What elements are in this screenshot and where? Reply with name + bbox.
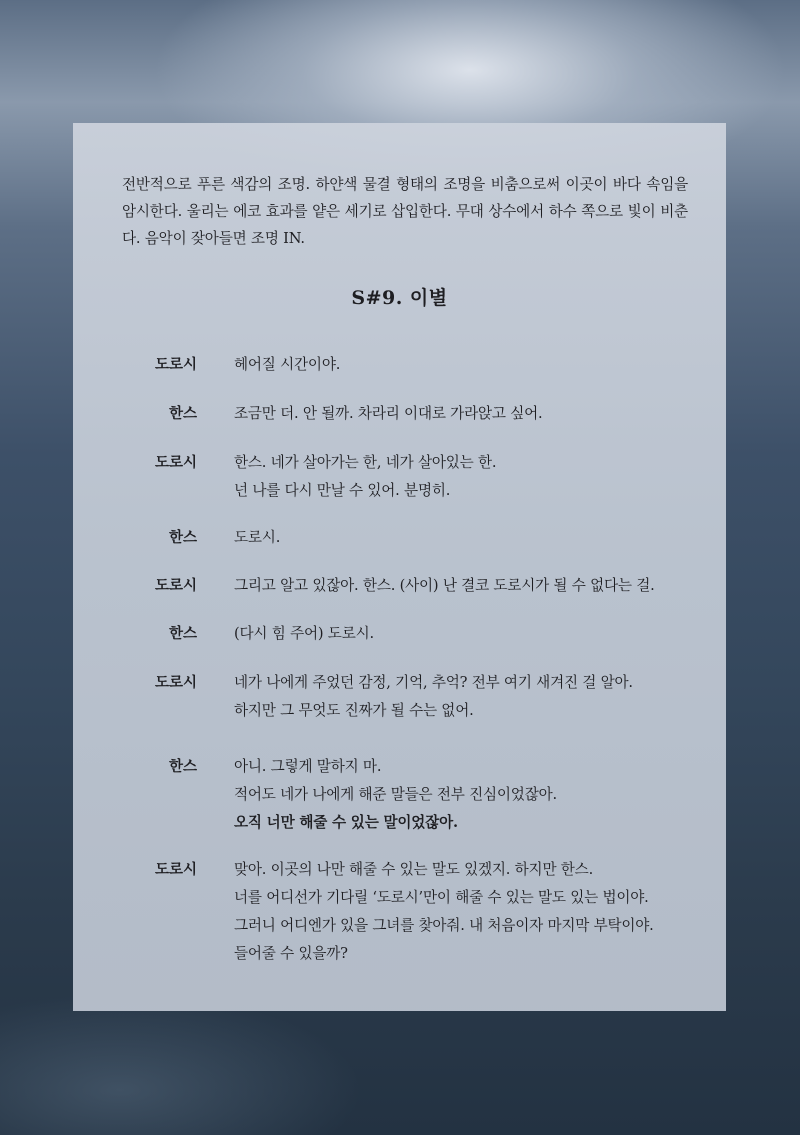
dialogue-sentence: 조금만 더. 안 될까. 차라리 이대로 가라앉고 싶어. (234, 405, 543, 422)
scene-title: S#9. 이별 (351, 287, 448, 309)
dialogue-emphasis: 오직 너만 해줄 수 있는 말이었잖아. (234, 814, 458, 831)
dialogue-text (234, 669, 704, 725)
speaker-name: 한스 (168, 530, 197, 546)
dialogue-sentence: (다시 힘 주어) 도로시. (234, 625, 374, 642)
dialogue-sentence: 헤어질 시간이야. (234, 356, 341, 373)
dialogue-sentence: 들어줄 수 있을까? (234, 945, 348, 962)
speaker-name: 한스 (168, 406, 197, 422)
dialogue-sentence: 하지만 그 무엇도 진짜가 될 수는 없어. (234, 702, 474, 719)
dialogue-sentence: 적어도 네가 나에게 해준 말들은 전부 진심이었잖아. (234, 786, 557, 803)
dialogue-text (234, 449, 704, 505)
dialogue-sentence: 한스. 네가 살아가는 한, 네가 살아있는 한. (234, 454, 497, 471)
dialogue-text (234, 524, 704, 552)
dialogue-sentence: 넌 나를 다시 만날 수 있어. 분명히. (234, 482, 451, 499)
speaker-name: 한스 (168, 626, 197, 642)
speaker-name: 도로시 (154, 357, 197, 373)
dialogue-sentence: 그리고 알고 있잖아. 한스. (사이) 난 결코 도로시가 될 수 없다는 걸. (234, 577, 655, 594)
speaker-name: 도로시 (154, 578, 197, 594)
speaker-name: 도로시 (154, 675, 197, 691)
speaker-name: 도로시 (154, 455, 197, 471)
dialogue-sentence: 그러니 어디엔가 있을 그녀를 찾아줘. 내 처음이자 마지막 부탁이야. (234, 917, 654, 934)
speaker-name: 한스 (168, 759, 197, 775)
dialogue-sentence: 맞아. 이곳의 나만 해줄 수 있는 말도 있겠지. 하지만 한스. (234, 861, 594, 878)
dialogue-text (234, 753, 704, 837)
dialogue-text (234, 620, 704, 648)
dialogue-sentence: 네가 나에게 주었던 감정, 기억, 추억? 전부 여기 새겨진 걸 알아. (234, 674, 633, 691)
dialogue-sentence: 너를 어디선가 기다릴 ‘도로시’만이 해줄 수 있는 말도 있는 법이야. (234, 889, 649, 906)
speaker-name: 도로시 (154, 862, 197, 878)
dialogue-text (234, 351, 704, 379)
dialogue-sentence: 아니. 그렇게 말하지 마. (234, 758, 382, 775)
script-page (73, 123, 726, 1011)
dialogue-text (234, 572, 704, 600)
stage-direction: 전반적으로 푸른 색감의 조명. 하얀색 물결 형태의 조명을 비춤으로써 이곳이 바다 속임을 암시한다. 울리는 에코 효과를 얕은 세기로 삽입한다. 무대 상수에서 하수 쪽으로 빛이 비춘다. 음악이 잦아들면 조명 IN. (122, 176, 688, 247)
dialogue-text (234, 856, 704, 968)
dialogue-sentence: 도로시. (234, 529, 281, 546)
dialogue-text (234, 400, 704, 428)
